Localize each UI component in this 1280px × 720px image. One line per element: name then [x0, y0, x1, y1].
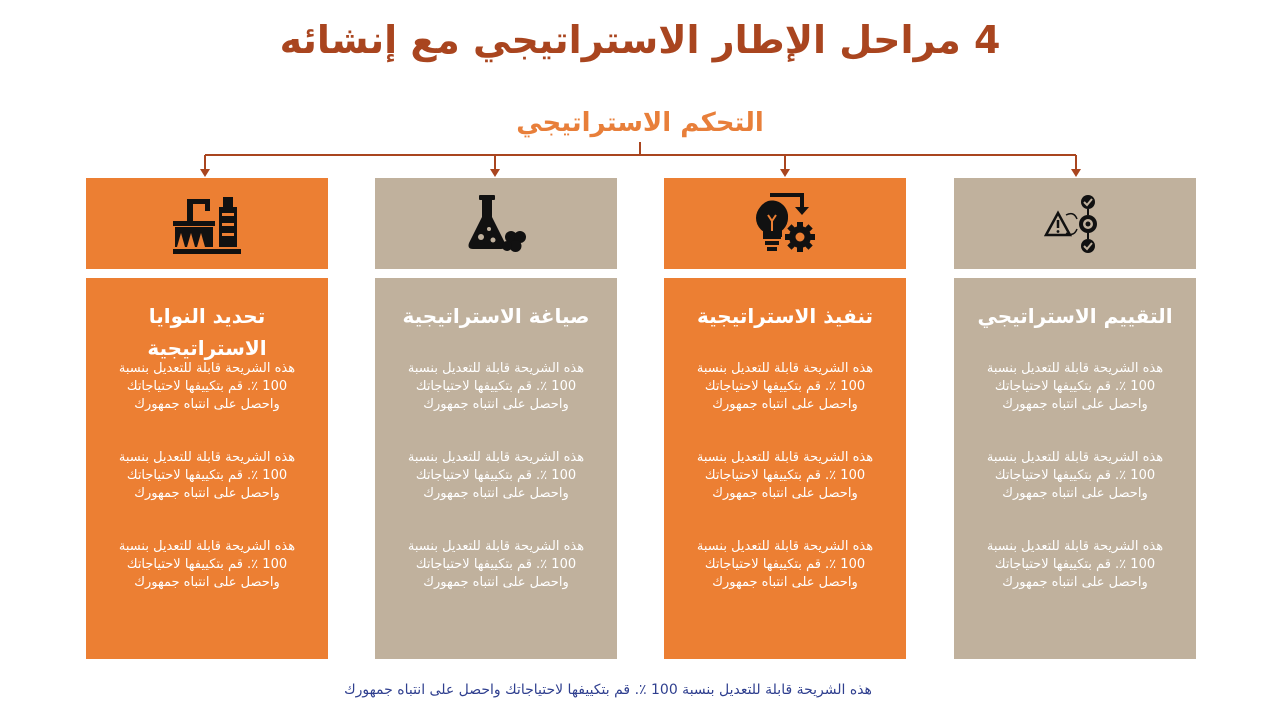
card-paragraph: هذه الشريحة قابلة للتعديل بنسبة 100 ٪. قم بتكييفها لاحتياجاتك واحصل على انتباه جمهورك	[986, 361, 1164, 412]
card-paragraph: هذه الشريحة قابلة للتعديل بنسبة 100 ٪. قم بتكييفها لاحتياجاتك واحصل على انتباه جمهورك	[118, 539, 296, 590]
card-implementation	[664, 278, 906, 659]
card-paragraph: هذه الشريحة قابلة للتعديل بنسبة 100 ٪. قم بتكييفها لاحتياجاتك واحصل على انتباه جمهورك	[986, 539, 1164, 590]
icon-box-intent	[86, 178, 328, 269]
flask-icon	[465, 193, 527, 255]
card-evaluation	[954, 278, 1196, 659]
card-paragraph: هذه الشريحة قابلة للتعديل بنسبة 100 ٪. قم بتكييفها لاحتياجاتك واحصل على انتباه جمهورك	[696, 361, 874, 412]
card-paragraph: هذه الشريحة قابلة للتعديل بنسبة 100 ٪. قم بتكييفها لاحتياجاتك واحصل على انتباه جمهورك	[407, 361, 585, 412]
card-title: التقييم الاستراتيجي	[977, 304, 1173, 328]
risk-process-icon	[1044, 193, 1106, 255]
lightbulb-gear-icon	[750, 191, 820, 257]
page-title: 4 مراحل الإطار الاستراتيجي مع إنشائه	[279, 18, 1001, 62]
card-paragraph: هذه الشريحة قابلة للتعديل بنسبة 100 ٪. قم بتكييفها لاحتياجاتك واحصل على انتباه جمهورك	[696, 539, 874, 590]
card-paragraph: هذه الشريحة قابلة للتعديل بنسبة 100 ٪. قم بتكييفها لاحتياجاتك واحصل على انتباه جمهورك	[118, 361, 296, 412]
footer-note: هذه الشريحة قابلة للتعديل بنسبة 100 ٪. قم بتكييفها لاحتياجاتك واحصل على انتباه جمهورك	[344, 682, 872, 698]
factory-icon	[171, 193, 243, 255]
card-paragraph: هذه الشريحة قابلة للتعديل بنسبة 100 ٪. قم بتكييفها لاحتياجاتك واحصل على انتباه جمهورك	[118, 450, 296, 501]
card-paragraph: هذه الشريحة قابلة للتعديل بنسبة 100 ٪. قم بتكييفها لاحتياجاتك واحصل على انتباه جمهورك	[407, 539, 585, 590]
connector-lines	[0, 0, 1280, 180]
card-paragraph: هذه الشريحة قابلة للتعديل بنسبة 100 ٪. قم بتكييفها لاحتياجاتك واحصل على انتباه جمهورك	[696, 450, 874, 501]
card-formulation	[375, 278, 617, 659]
card-title: تنفيذ الاستراتيجية	[697, 304, 874, 328]
card-intent	[86, 278, 328, 659]
subtitle: التحكم الاستراتيجي	[516, 108, 764, 138]
card-paragraph: هذه الشريحة قابلة للتعديل بنسبة 100 ٪. قم بتكييفها لاحتياجاتك واحصل على انتباه جمهورك	[407, 450, 585, 501]
card-paragraph: هذه الشريحة قابلة للتعديل بنسبة 100 ٪. قم بتكييفها لاحتياجاتك واحصل على انتباه جمهورك	[986, 450, 1164, 501]
icon-box-implementation	[664, 178, 906, 269]
icon-box-evaluation	[954, 178, 1196, 269]
card-title: صياغة الاستراتيجية	[402, 304, 590, 328]
card-title: تحديد النوايا الاستراتيجية	[147, 304, 267, 360]
icon-box-formulation	[375, 178, 617, 269]
